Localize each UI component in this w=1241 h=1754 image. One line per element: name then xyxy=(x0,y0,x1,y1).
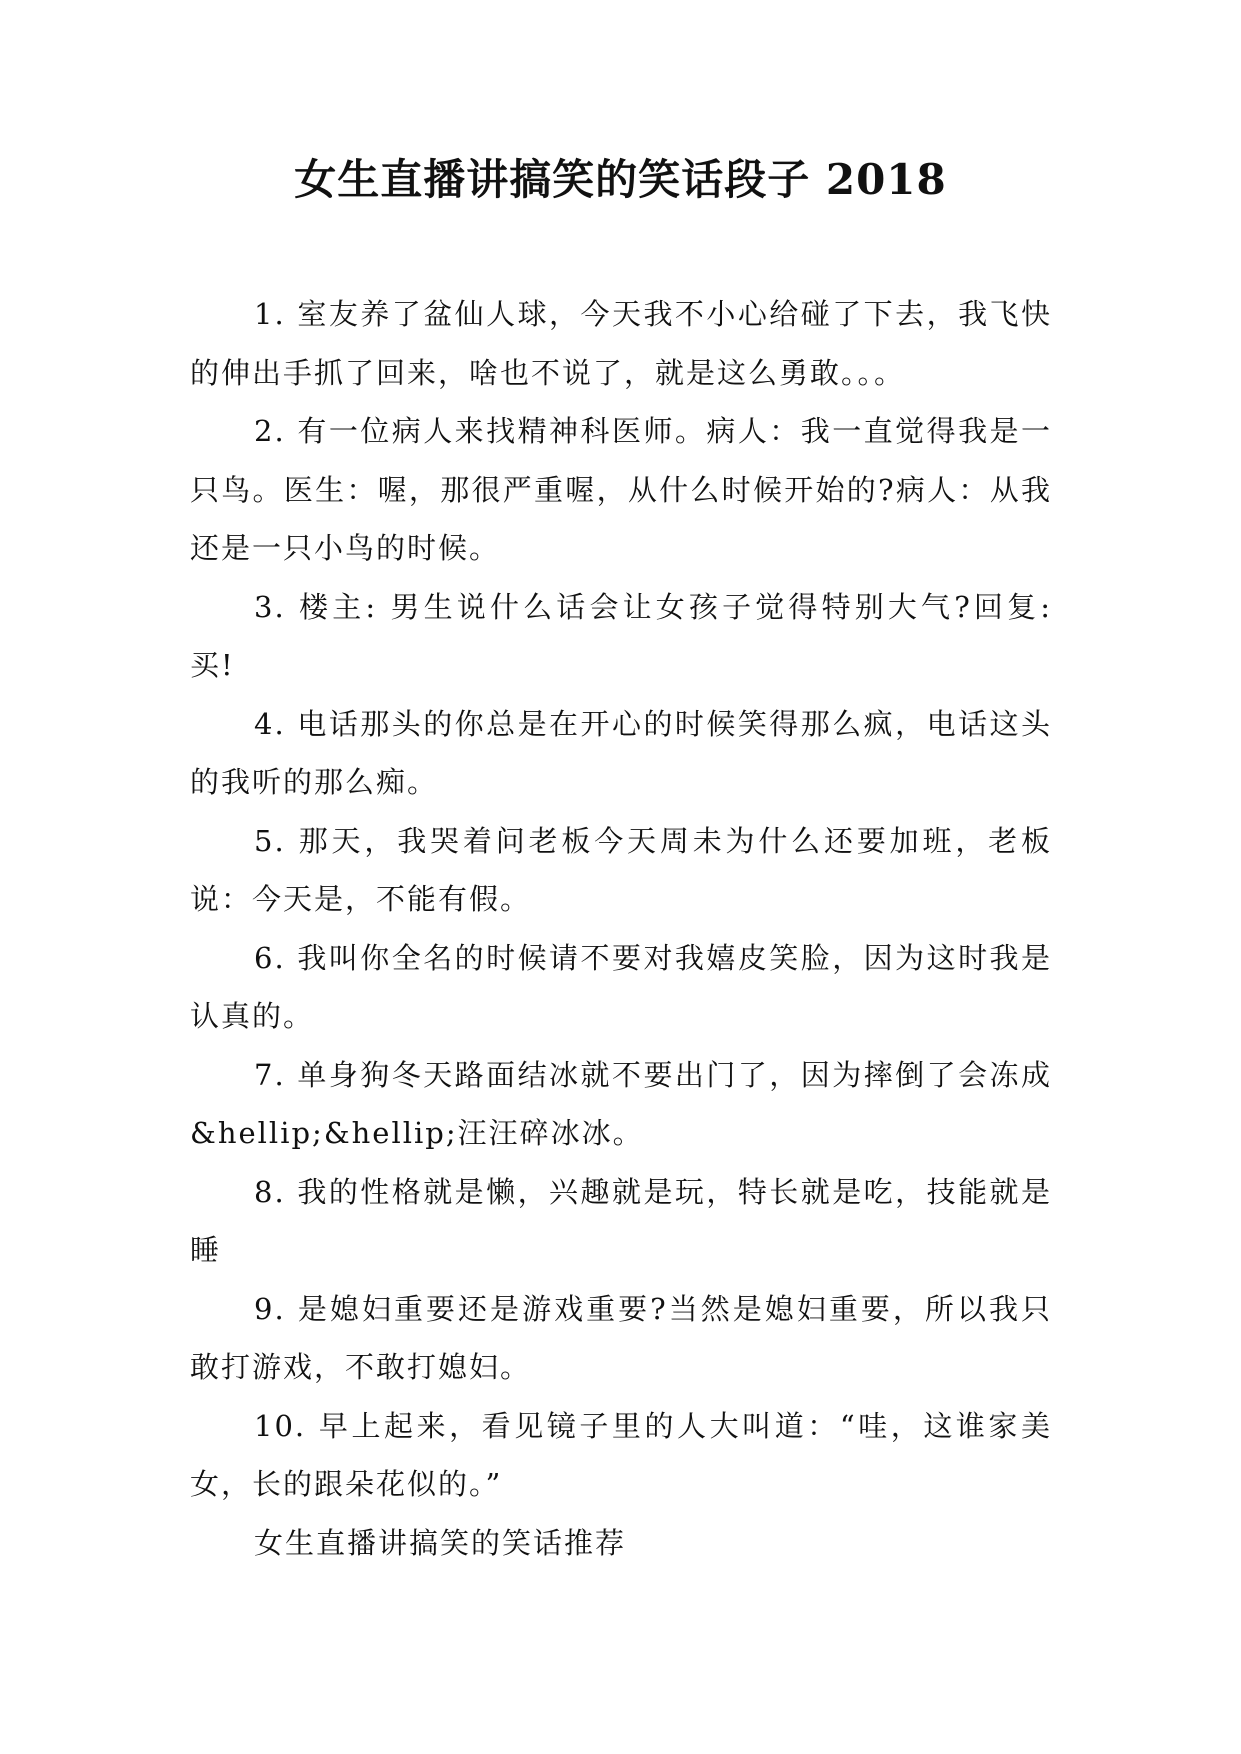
document-title: 女生直播讲搞笑的笑话段子 2018 xyxy=(294,155,947,204)
joke-paragraph-10: 10. 早上起来，看见镜子里的人大叫道：“哇，这谁家美女，长的跟朵花似的。” xyxy=(190,1408,1052,1501)
document-body xyxy=(190,285,1052,1572)
joke-paragraph-3: 3. 楼主: 男生说什么话会让女孩子觉得特别大气?回复: 买! xyxy=(190,589,1052,682)
joke-paragraph-8: 8. 我的性格就是懒，兴趣就是玩，特长就是吃，技能就是睡 xyxy=(190,1174,1052,1267)
joke-paragraph-1: 1. 室友养了盆仙人球，今天我不小心给碰了下去，我飞快的伸出手抓了回来，啥也不说了，就是这么勇敢。。。 xyxy=(190,297,1052,390)
section-heading-recommend: 女生直播讲搞笑的笑话推荐 xyxy=(254,1525,627,1560)
joke-paragraph-7: 7. 单身狗冬天路面结冰就不要出门了，因为摔倒了会冻成&hellip;&hellip;汪汪碎冰冰。 xyxy=(190,1057,1052,1150)
joke-paragraph-4: 4. 电话那头的你总是在开心的时候笑得那么疯，电话这头的我听的那么痴。 xyxy=(190,706,1052,799)
joke-paragraph-6: 6. 我叫你全名的时候请不要对我嬉皮笑脸，因为这时我是认真的。 xyxy=(190,940,1052,1033)
joke-paragraph-5: 5. 那天，我哭着问老板今天周未为什么还要加班，老板说：今天是，不能有假。 xyxy=(190,823,1052,916)
joke-paragraph-2: 2. 有一位病人来找精神科医师。病人：我一直觉得我是一只鸟。医生：喔，那很严重喔，从什么时候开始的?病人：从我还是一只小鸟的时候。 xyxy=(190,414,1052,565)
joke-paragraph-9: 9. 是媳妇重要还是游戏重要?当然是媳妇重要，所以我只敢打游戏，不敢打媳妇。 xyxy=(190,1291,1052,1384)
